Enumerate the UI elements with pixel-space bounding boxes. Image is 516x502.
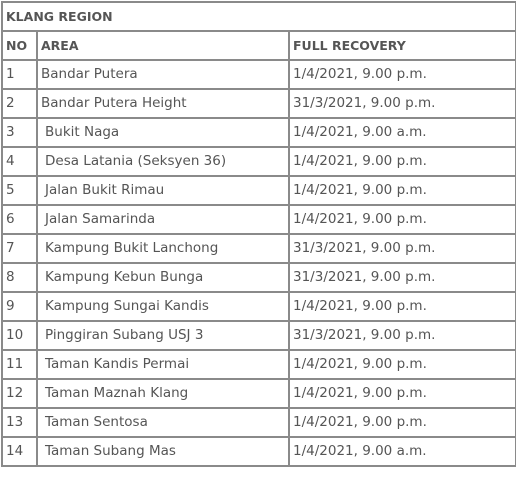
row-recovery: 1/4/2021, 9.00 p.m. <box>289 60 516 89</box>
row-area: Desa Latania (Seksyen 36) <box>37 147 289 176</box>
row-area: Taman Subang Mas <box>37 437 289 466</box>
row-recovery: 31/3/2021, 9.00 p.m. <box>289 234 516 263</box>
header-area: AREA <box>37 31 289 60</box>
row-no: 9 <box>2 292 37 321</box>
row-no: 1 <box>2 60 37 89</box>
row-no: 7 <box>2 234 37 263</box>
row-no: 5 <box>2 176 37 205</box>
table-row <box>2 437 516 466</box>
table-row <box>2 321 516 350</box>
row-area: Bandar Putera Height <box>37 89 289 118</box>
row-recovery: 31/3/2021, 9.00 p.m. <box>289 321 516 350</box>
row-area: Jalan Samarinda <box>37 205 289 234</box>
row-no: 13 <box>2 408 37 437</box>
row-no: 3 <box>2 118 37 147</box>
table-row <box>2 234 516 263</box>
row-recovery: 1/4/2021, 9.00 a.m. <box>289 437 516 466</box>
table-row <box>2 379 516 408</box>
row-recovery: 1/4/2021, 9.00 p.m. <box>289 205 516 234</box>
row-recovery: 1/4/2021, 9.00 p.m. <box>289 292 516 321</box>
row-recovery: 1/4/2021, 9.00 p.m. <box>289 408 516 437</box>
table-title: KLANG REGION <box>2 2 516 31</box>
table-title-row <box>2 2 516 31</box>
table-row <box>2 263 516 292</box>
table-row <box>2 147 516 176</box>
table-row <box>2 205 516 234</box>
table-row <box>2 292 516 321</box>
row-area: Kampung Kebun Bunga <box>37 263 289 292</box>
table-row <box>2 60 516 89</box>
row-recovery: 1/4/2021, 9.00 p.m. <box>289 176 516 205</box>
row-recovery: 31/3/2021, 9.00 p.m. <box>289 89 516 118</box>
row-no: 12 <box>2 379 37 408</box>
header-no: NO <box>2 31 37 60</box>
header-full-recovery: FULL RECOVERY <box>289 31 516 60</box>
row-recovery: 1/4/2021, 9.00 p.m. <box>289 350 516 379</box>
table-row <box>2 176 516 205</box>
row-no: 8 <box>2 263 37 292</box>
row-area: Taman Maznah Klang <box>37 379 289 408</box>
table-header-row <box>2 31 516 60</box>
row-area: Taman Sentosa <box>37 408 289 437</box>
row-area: Bandar Putera <box>37 60 289 89</box>
row-no: 6 <box>2 205 37 234</box>
row-no: 10 <box>2 321 37 350</box>
table-row <box>2 89 516 118</box>
row-recovery: 1/4/2021, 9.00 a.m. <box>289 118 516 147</box>
row-no: 11 <box>2 350 37 379</box>
row-area: Kampung Sungai Kandis <box>37 292 289 321</box>
row-no: 14 <box>2 437 37 466</box>
row-area: Kampung Bukit Lanchong <box>37 234 289 263</box>
row-no: 4 <box>2 147 37 176</box>
recovery-table <box>1 1 516 467</box>
table-row <box>2 118 516 147</box>
table-row <box>2 408 516 437</box>
row-area: Bukit Naga <box>37 118 289 147</box>
row-area: Taman Kandis Permai <box>37 350 289 379</box>
row-recovery: 1/4/2021, 9.00 p.m. <box>289 379 516 408</box>
table-row <box>2 350 516 379</box>
row-recovery: 1/4/2021, 9.00 p.m. <box>289 147 516 176</box>
row-area: Pinggiran Subang USJ 3 <box>37 321 289 350</box>
row-no: 2 <box>2 89 37 118</box>
row-recovery: 31/3/2021, 9.00 p.m. <box>289 263 516 292</box>
row-area: Jalan Bukit Rimau <box>37 176 289 205</box>
